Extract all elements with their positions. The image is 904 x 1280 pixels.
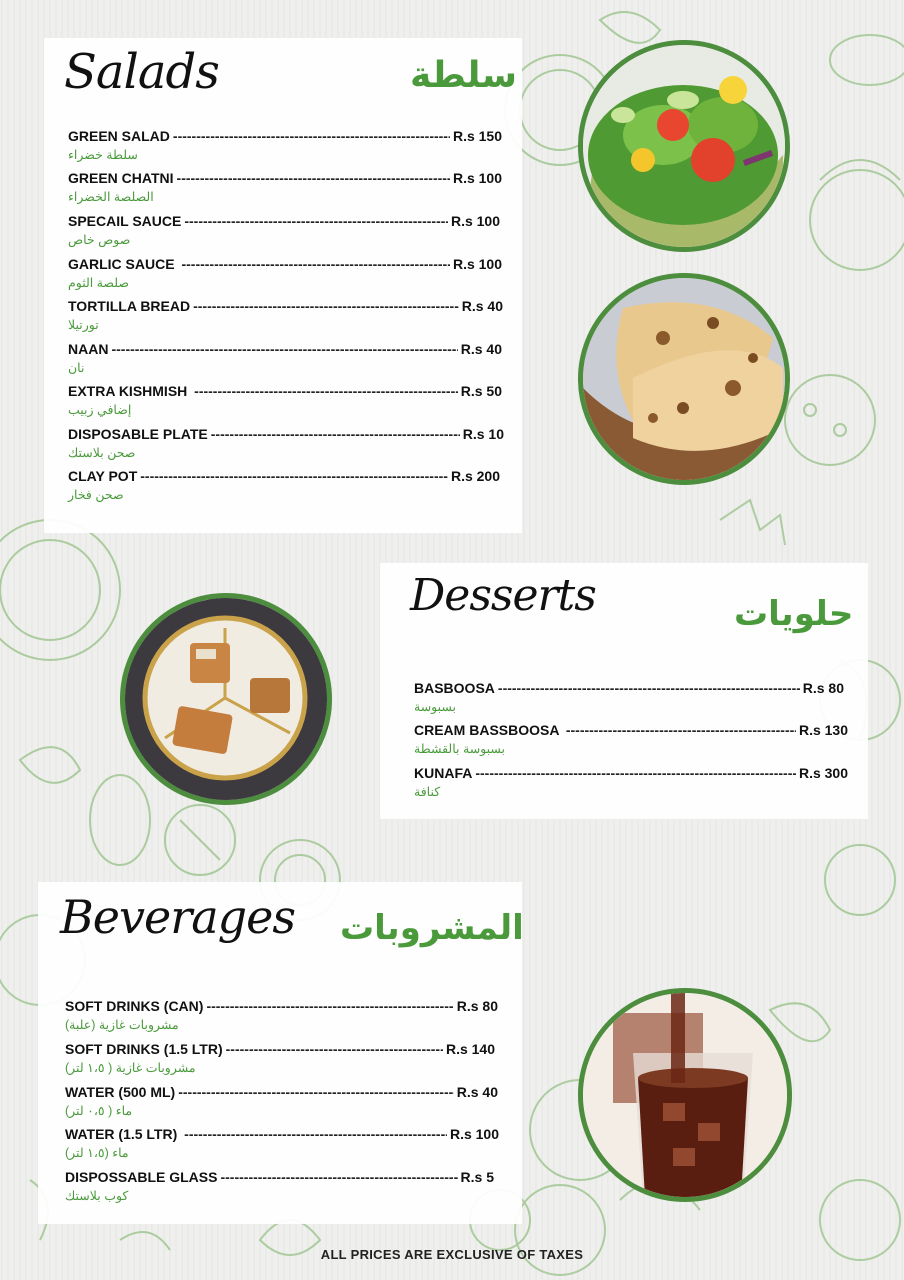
item-price: R.s 140 bbox=[445, 1041, 495, 1057]
menu-item-soft-drinks-1-5 bbox=[65, 1041, 495, 1077]
item-name: NAAN bbox=[68, 341, 109, 357]
menu-item-basboosa bbox=[414, 680, 844, 716]
item-price: R.s 100 bbox=[452, 170, 502, 186]
desserts-title: Desserts bbox=[410, 570, 596, 621]
menu-item-tortilla-bread bbox=[68, 298, 503, 334]
naan-photo bbox=[578, 273, 790, 485]
menu-item-kunafa bbox=[414, 765, 848, 801]
beverages-title: Beverages bbox=[60, 890, 295, 944]
item-name: KUNAFA bbox=[414, 765, 473, 781]
item-name: GREEN SALAD bbox=[68, 128, 170, 144]
item-price: R.s 80 bbox=[456, 998, 498, 1014]
item-name-arabic: بسبوسة bbox=[414, 700, 457, 714]
item-price: R.s 5 bbox=[460, 1169, 494, 1185]
soft-drink-photo bbox=[578, 988, 792, 1202]
item-name-arabic: مشروبات غازية ( ١،٥ لتر) bbox=[65, 1061, 196, 1075]
item-name-arabic: صحن بلاستك bbox=[68, 446, 136, 460]
item-name: WATER (1.5 LTR) bbox=[65, 1126, 182, 1142]
menu-item-clay-pot bbox=[68, 468, 500, 504]
salad-photo bbox=[578, 40, 790, 252]
beverages-title-arabic: المشروبات bbox=[340, 908, 524, 948]
tax-note: ALL PRICES ARE EXCLUSIVE OF TAXES bbox=[320, 1247, 584, 1262]
item-name: GARLIC SAUCE bbox=[68, 256, 179, 272]
item-name: CREAM BASSBOOSA bbox=[414, 722, 563, 738]
item-name-arabic: صوص خاص bbox=[68, 233, 131, 247]
menu-item-special-sauce bbox=[68, 213, 500, 249]
item-price: R.s 40 bbox=[456, 1084, 498, 1100]
menu-item-extra-kishmish bbox=[68, 383, 502, 419]
salads-title-arabic: سلطة bbox=[410, 55, 517, 96]
item-price: R.s 100 bbox=[452, 256, 502, 272]
item-name-arabic: ماء ( ٠،٥ لتر) bbox=[65, 1104, 133, 1118]
item-name: TORTILLA BREAD bbox=[68, 298, 191, 314]
menu-item-green-chatni bbox=[68, 170, 502, 206]
item-name: SPECAIL SAUCE bbox=[68, 213, 182, 229]
item-price: R.s 130 bbox=[798, 722, 848, 738]
item-price: R.s 100 bbox=[449, 1126, 499, 1142]
item-price: R.s 80 bbox=[802, 680, 844, 696]
item-name-arabic: ماء (١،٥ لتر) bbox=[65, 1146, 129, 1160]
item-price: R.s 10 bbox=[462, 426, 504, 442]
dessert-photo bbox=[120, 593, 332, 805]
item-price: R.s 50 bbox=[460, 383, 502, 399]
item-name-arabic: كوب بلاستك bbox=[65, 1189, 129, 1203]
item-name: EXTRA KISHMISH bbox=[68, 383, 192, 399]
menu-item-soft-drinks-can bbox=[65, 998, 498, 1034]
item-price: R.s 150 bbox=[452, 128, 502, 144]
menu-item-water-500ml bbox=[65, 1084, 498, 1120]
item-name: SOFT DRINKS (CAN) bbox=[65, 998, 204, 1014]
item-name-arabic: صحن فخار bbox=[68, 488, 124, 502]
item-name: DISPOSABLE PLATE bbox=[68, 426, 208, 442]
item-name-arabic: تورتيلا bbox=[68, 318, 99, 332]
item-name: CLAY POT bbox=[68, 468, 138, 484]
desserts-title-arabic: حلويات bbox=[734, 594, 854, 634]
item-name-arabic: بسبوسة بالقشطة bbox=[414, 742, 506, 756]
menu-item-garlic-sauce bbox=[68, 256, 502, 292]
item-name-arabic: مشروبات غازية (علبة) bbox=[65, 1018, 179, 1032]
item-name-arabic: نان bbox=[68, 361, 85, 375]
menu-item-disposable-plate bbox=[68, 426, 504, 462]
item-name-arabic: سلطة خضراء bbox=[68, 148, 138, 162]
item-name-arabic: صلصة الثوم bbox=[68, 276, 130, 290]
item-price: R.s 200 bbox=[450, 468, 500, 484]
item-price: R.s 40 bbox=[460, 341, 502, 357]
item-name-arabic: إضافي زبيب bbox=[68, 403, 132, 417]
salads-title: Salads bbox=[64, 44, 219, 100]
item-name-arabic: كنافة bbox=[414, 785, 441, 799]
menu-item-green-salad bbox=[68, 128, 502, 164]
menu-item-naan bbox=[68, 341, 502, 377]
item-name: DISPOSSABLE GLASS bbox=[65, 1169, 218, 1185]
menu-item-water-1-5 bbox=[65, 1126, 499, 1162]
menu-item-cream-bassboosa bbox=[414, 722, 848, 758]
menu-item-dispossable-glass bbox=[65, 1169, 494, 1205]
item-name: GREEN CHATNI bbox=[68, 170, 174, 186]
item-name: SOFT DRINKS (1.5 LTR) bbox=[65, 1041, 223, 1057]
item-name-arabic: الصلصة الخضراء bbox=[68, 190, 154, 204]
item-name: WATER (500 ML) bbox=[65, 1084, 176, 1100]
item-name: BASBOOSA bbox=[414, 680, 495, 696]
item-price: R.s 40 bbox=[461, 298, 503, 314]
item-price: R.s 100 bbox=[450, 213, 500, 229]
item-price: R.s 300 bbox=[798, 765, 848, 781]
